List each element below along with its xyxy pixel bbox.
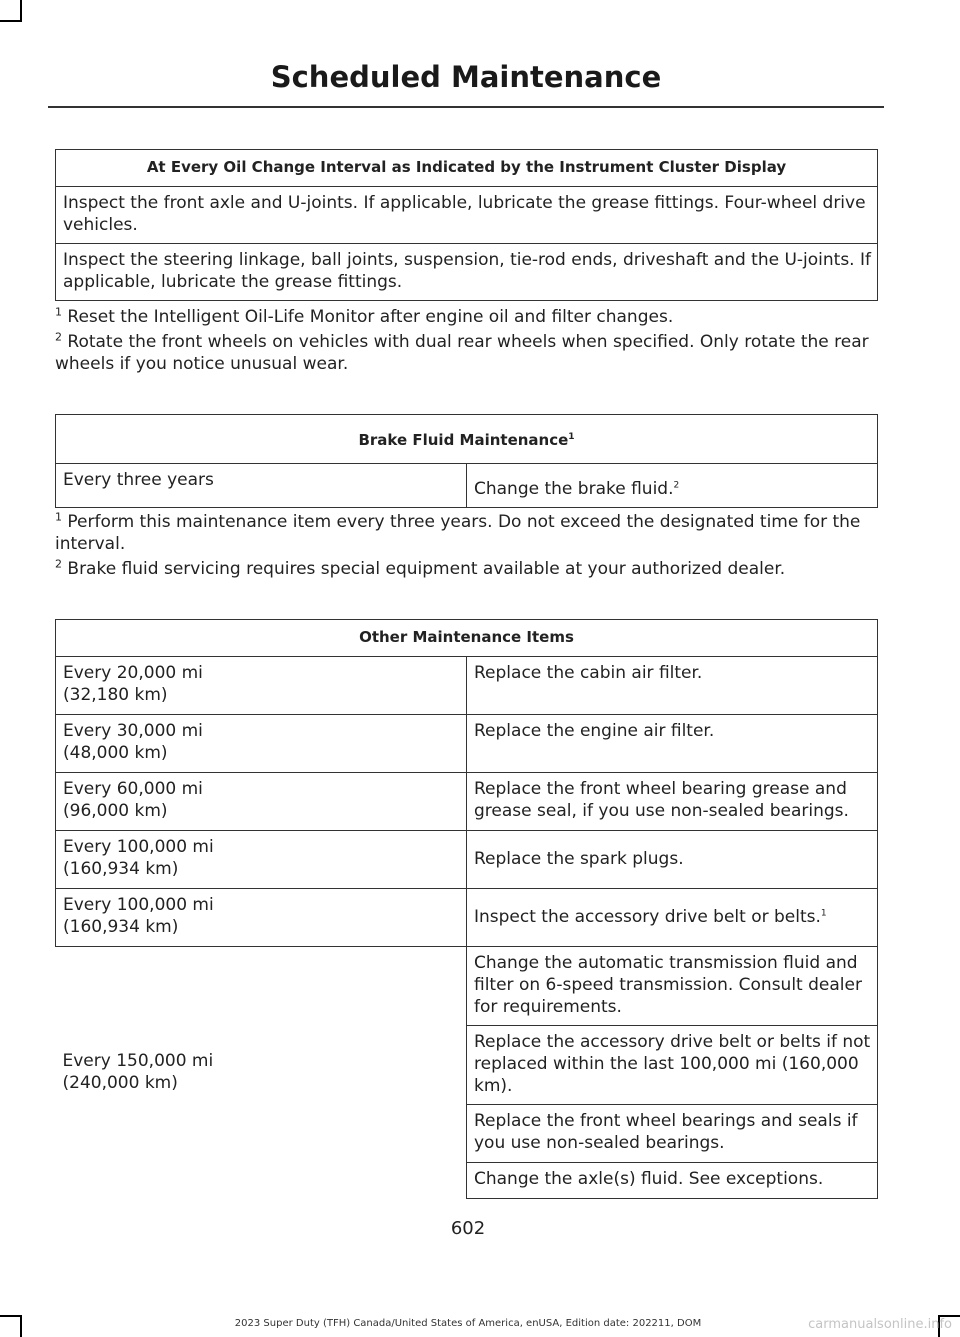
oil-table-heading: At Every Oil Change Interval as Indicated by the Instrument Cluster Display: [56, 150, 878, 187]
table-row: [56, 187, 878, 244]
interval-cell: [56, 947, 467, 1199]
interval-km: (160,934 km): [63, 859, 179, 879]
interval-mi: Every 100,000 mi: [63, 895, 214, 915]
brake-table-heading-text: Brake Fluid Maintenance: [358, 431, 569, 449]
action-cell: Replace the cabin air filter.: [467, 657, 878, 715]
interval-mi: Every 60,000 mi: [63, 779, 203, 799]
footnote: [55, 331, 878, 375]
brake-fluid-table: [55, 414, 878, 508]
brake-table-heading: [56, 415, 878, 464]
interval-km: (96,000 km): [63, 801, 168, 821]
table-row: [56, 773, 878, 831]
action-cell: Replace the engine air filter.: [467, 715, 878, 773]
oil-table-cell: Inspect the front axle and U-joints. If applicable, lubricate the grease fittings. Four-wheel drive vehicles.: [56, 187, 878, 244]
interval-cell: [56, 831, 467, 889]
footnote-marker: 2: [55, 557, 62, 571]
table-row: [56, 889, 878, 947]
action-cell: Replace the accessory drive belt or belts if not replaced within the last 100,000 mi (160,000 km).: [467, 1026, 878, 1105]
page-title: Scheduled Maintenance: [270, 60, 662, 94]
action-cell: Replace the front wheel bearing grease and grease seal, if you use non-sealed bearings.: [467, 773, 878, 831]
action-cell: Replace the spark plugs.: [467, 831, 878, 889]
table-row: [56, 464, 878, 508]
other-table-heading: Other Maintenance Items: [56, 620, 878, 657]
action-cell: Replace the front wheel bearings and seals if you use non-sealed bearings.: [467, 1105, 878, 1163]
footnote-marker: 1: [55, 305, 62, 319]
footnote: [55, 306, 878, 328]
interval-km: (32,180 km): [63, 685, 168, 705]
brake-interval-cell: Every three years: [56, 464, 467, 508]
interval-cell: [56, 715, 467, 773]
interval-mi: Every 20,000 mi: [63, 663, 203, 683]
action-cell: Change the automatic transmission fluid and filter on 6-speed transmission. Consult dealer for requirements.: [467, 947, 878, 1026]
interval-mi: Every 100,000 mi: [63, 837, 214, 857]
page-number: 602: [450, 1218, 486, 1239]
interval-mi: Every 150,000 mi: [62, 1050, 214, 1071]
interval-km: (160,934 km): [63, 917, 179, 937]
footnote: [55, 511, 878, 555]
title-divider: [48, 106, 884, 108]
table-row: [56, 947, 878, 1026]
footnote-marker: 1: [55, 510, 62, 524]
other-maintenance-table: [55, 619, 878, 1199]
crop-mark: [0, 20, 22, 22]
footnote-marker: 1: [568, 432, 575, 442]
table-row: [56, 831, 878, 889]
footnote-text: Reset the Intelligent Oil-Life Monitor after engine oil and filter changes.: [62, 307, 674, 327]
footnote-text: Brake fluid servicing requires special equipment available at your authorized dealer.: [62, 559, 786, 579]
interval-cell: [56, 889, 467, 947]
oil-change-table: [55, 149, 878, 301]
brake-action-cell: [467, 464, 878, 508]
action-cell: Change the axle(s) fluid. See exceptions.: [467, 1163, 878, 1199]
table-row: [56, 715, 878, 773]
crop-mark: [0, 1315, 22, 1317]
interval-km: (48,000 km): [63, 743, 168, 763]
footnote-marker: 1: [820, 907, 827, 918]
interval-cell: [56, 773, 467, 831]
oil-table-footnotes: [55, 306, 878, 378]
interval-km: (240,000 km): [62, 1072, 178, 1093]
brake-table-footnotes: [55, 511, 878, 583]
oil-table-cell: Inspect the steering linkage, ball joints, suspension, tie-rod ends, driveshaft and the U-joints. If applicable, lubricate the grease fittings.: [56, 244, 878, 301]
action-cell: [467, 889, 878, 947]
footnote-marker: 2: [55, 330, 62, 344]
action-text: Inspect the accessory drive belt or belts.: [474, 906, 821, 927]
table-row: [56, 657, 878, 715]
watermark: carmanualsonline.info: [808, 1317, 952, 1332]
interval-mi: Every 30,000 mi: [63, 721, 203, 741]
edition-footer: 2023 Super Duty (TFH) Canada/United States of America, enUSA, Edition date: 202211, DOM: [234, 1318, 702, 1329]
crop-mark: [20, 0, 22, 22]
footnote: [55, 558, 878, 580]
footnote-text: Rotate the front wheels on vehicles with dual rear wheels when specified. Only rotate the rear wheels if you notice unusual wear.: [55, 332, 869, 374]
interval-cell: [56, 657, 467, 715]
table-row: [56, 244, 878, 301]
footnote-marker: 2: [673, 480, 680, 491]
brake-action-text: Change the brake fluid.: [474, 479, 674, 499]
footnote-text: Perform this maintenance item every three years. Do not exceed the designated time for the interval.: [55, 512, 861, 554]
